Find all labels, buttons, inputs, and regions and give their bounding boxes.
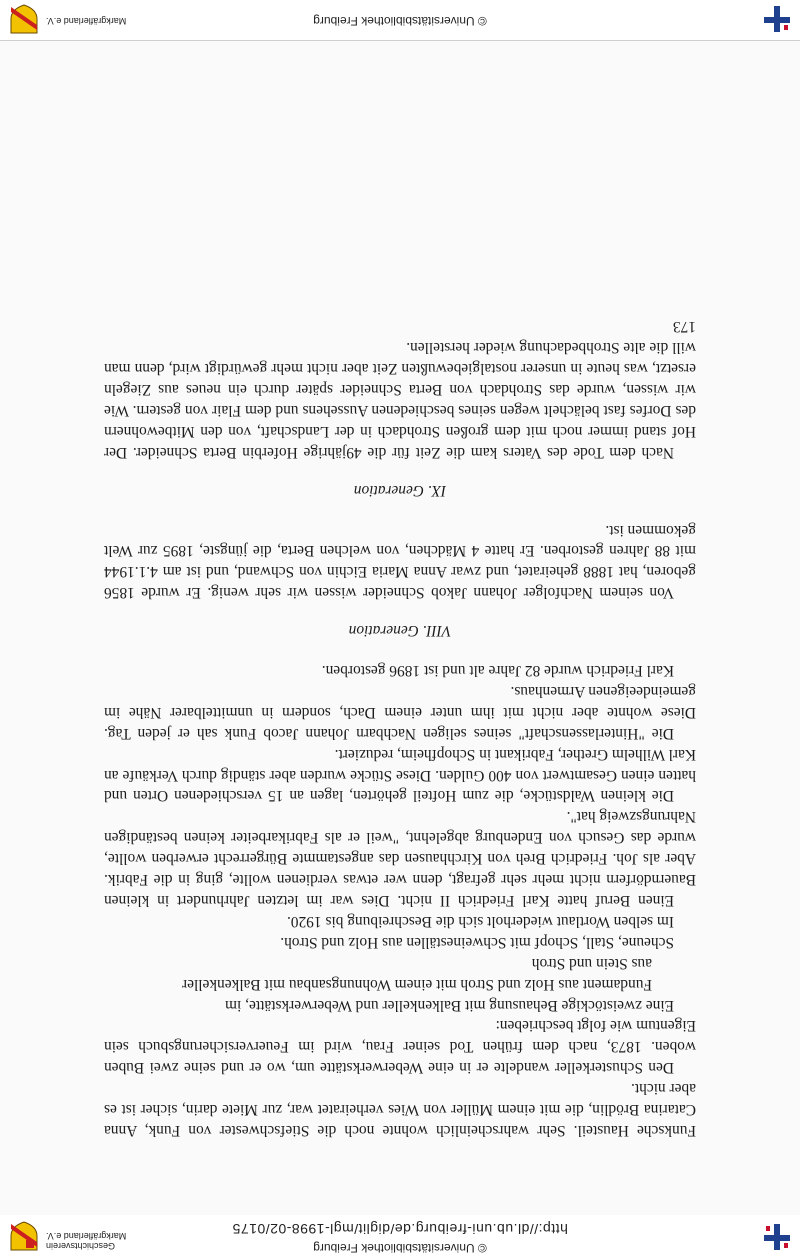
- section-heading-ix: IX. Generation: [353, 481, 447, 499]
- society-label: [46, 1231, 126, 1251]
- insurance-entry-line-3: aus Stein und Stroh: [531, 954, 652, 972]
- footer-copyright: © Universitätsbibliothek Freiburg: [313, 14, 487, 28]
- header-bar: [0, 1214, 800, 1259]
- footer-bar: [0, 0, 800, 41]
- society-crest-icon[interactable]: [8, 1221, 40, 1253]
- insurance-entry-line-2: Fundament aus Holz und Stroh mit einem Wohnungsanbau mit Balkenkeller: [182, 975, 652, 993]
- society-line-1: Geschichtsverein: [46, 1241, 116, 1251]
- paragraph-3: Im selben Wortlaut wiederholt sich die Beschreibung bis 1920.: [286, 912, 674, 930]
- paragraph-6: Die "Hinterlassenschaft" seines seligen Nachbarn Johann Jacob Funk sah er jeden Tag. Diese wohnte aber nicht mit ihm unter einem Dach, sondern in unmittelbarer Nähe im gemeindeeigenen Armenhaus.: [104, 682, 696, 742]
- section-heading-viii: VIII. Generation: [348, 622, 452, 640]
- page-text: [104, 315, 696, 1140]
- header-copyright: © Universitätsbibliothek Freiburg: [313, 1241, 487, 1255]
- paragraph-5: Die kleinen Waldstücke, die zum Hofteil gehörten, lagen an 15 verschiedenen Orten und hatten einen Gesamtwert von 400 Gulden. Diese Stücke wurden aber ständig durch Verkäufe an Karl Wilhelm Grether, Fabrikant in Schopfheim, reduziert.: [104, 745, 696, 805]
- paragraph-4: Einen Beruf hatte Karl Friedrich II nicht. Dies war im letzten Jahrhundert in kleinen Bauerndörfern nicht mehr sehr gefragt, denn wer etwas verdienen wollte, ging in die Fabrik. Aber als Joh. Friedrich Breh von Kirchhausen das angestammte Bürgerrecht erwerben wollte, wurde das Gesuch von Endenburg abgelehnt, "weil er als Fabrikarbeiter keinen beständigen Nahrungszweig hat".: [104, 808, 696, 910]
- scanned-page: [0, 40, 800, 1215]
- paragraph-1: Funksche Hausteil. Sehr wahrscheinlich wohnte noch die Stiefschwester von Funk, Anna Catarina Brödlin, die mit einem Müller von Wies verheiratet war, zur Miete darin, sicher ist es aber nicht.: [104, 1080, 696, 1139]
- page-number: 173: [672, 318, 696, 336]
- paragraph-8: Von seinem Nachfolger Johann Jakob Schneider wissen wir sehr wenig. Er wurde 1856 geboren, hat 1888 geheiratet, und zwar Anna Maria Eichin von Schwand, und ist am 4.1.1944 mit 88 Jahren gestorben. Er hatte 4 Mädchen, von welchen Berta, die jüngste, 1895 zur Welt gekommen ist.: [104, 521, 696, 602]
- insurance-entry-line-1: Eine zweistöckige Behausung mit Balkenkeller und Weberwerkstätte, im: [225, 996, 674, 1014]
- paragraph-9: Nach dem Tode des Vaters kam die Zeit für die 49jährige Hoferbin Berta Schneider. Der Hof stand immer noch mit dem großen Strohdach in der Landschaft, von den Mitbewohnern des Dorfes fast belächelt wegen seines beschiedenen Aussehens und dem Flair von gestern. Wie wir wissen, wurde das Strohdach von Berta Schneider später durch ein neues aus Ziegeln ersetzt, was heute in unserer nostalgiebewußten Zeit aber nicht mehr gewürdigt wird, denn man will die alte Strohbedachung wieder herstellen.: [104, 339, 696, 461]
- society-line-2: Markgräflerland e.V.: [46, 1231, 127, 1241]
- footer-society-label: Markgräflerland e.V.: [46, 16, 127, 26]
- paragraph-2: Den Schusterkeller wandelte er in eine Weberwerkstätte um, wo er und seine zwei Buben woben. 1873, nach dem frühen Tod seiner Frau, wird im Feuerversicherungsbuch sein Eigentum wie folgt beschrieben:: [104, 1017, 696, 1077]
- document-url-link[interactable]: http://dl.ub.uni-freiburg.de/diglit/mgl-1998-02/0175: [232, 1221, 568, 1237]
- insurance-entry-line-4: Scheune, Stall, Schopf mit Schweineställen aus Holz und Stroh.: [280, 933, 674, 951]
- paragraph-7: Karl Friedrich wurde 82 Jahre alt und ist 1896 gestorben.: [321, 662, 674, 680]
- footer-society-crest-icon[interactable]: [8, 4, 40, 36]
